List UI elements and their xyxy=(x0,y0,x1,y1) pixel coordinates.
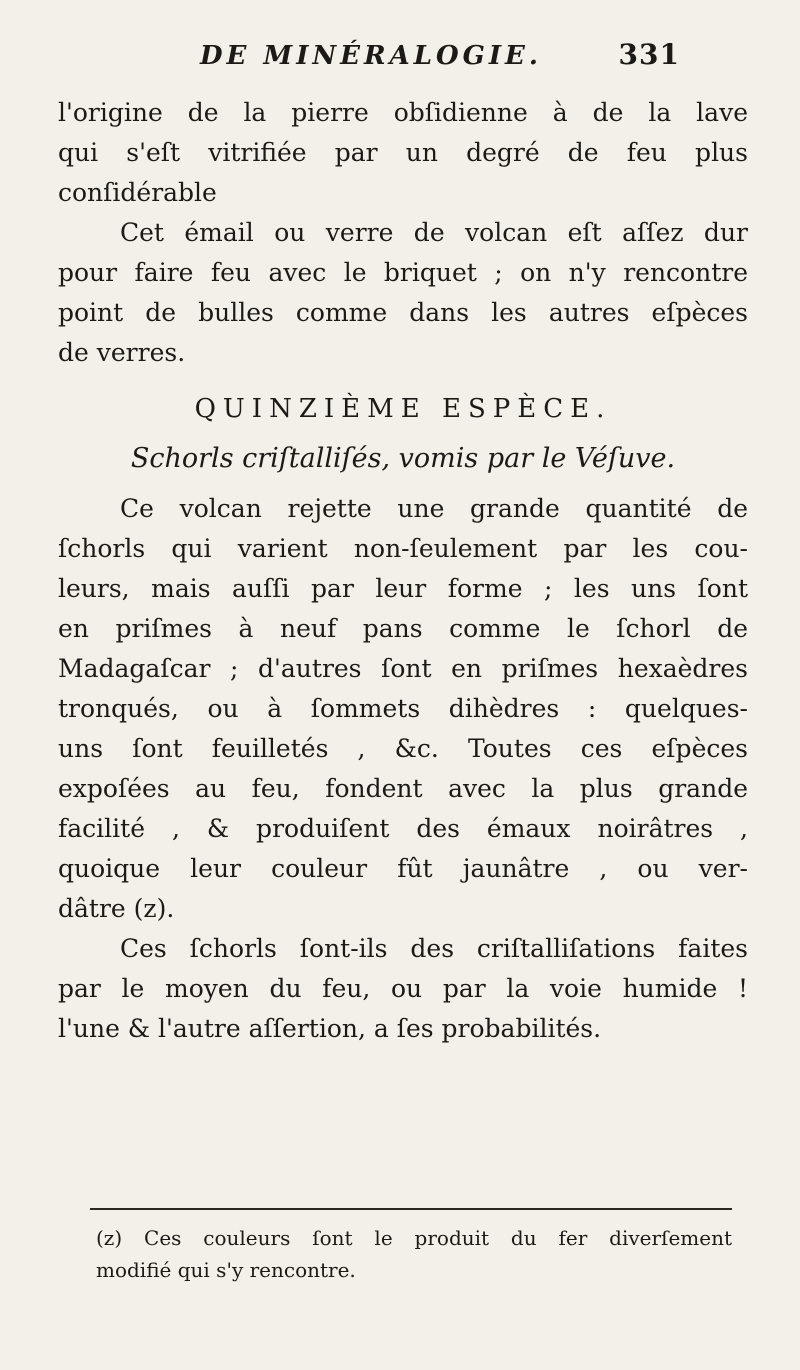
section-subheading: Schorls criſtalliſés, vomis par le Véſuve. xyxy=(130,443,676,474)
text-line: Ce volcan rejette une grande quantité de xyxy=(120,494,748,523)
footnote-line: modifié qui s'y rencontre. xyxy=(96,1258,356,1282)
text-line: Cet émail ou verre de volcan eſt aſſez dur xyxy=(120,218,748,247)
running-head xyxy=(200,38,680,71)
text-line: en priſmes à neuf pans comme le ſchorl de xyxy=(58,614,748,643)
text-line: leurs, mais auſſi par leur forme ; les uns ſont xyxy=(58,574,748,603)
text-line: ſchorls qui varient non-ſeulement par les cou- xyxy=(58,534,748,563)
footnote-rule xyxy=(90,1208,732,1210)
text-line: de verres. xyxy=(58,338,186,367)
text-line: pour faire feu avec le briquet ; on n'y rencontre xyxy=(58,258,748,287)
text-line: qui s'eſt vitrifiée par un degré de feu plus xyxy=(58,138,748,167)
text-line: facilité , & produiſent des émaux noirâtres , xyxy=(58,814,748,843)
text-line: conſidérable xyxy=(58,178,217,207)
main-text xyxy=(58,93,748,1049)
text-line: Ces ſchorls ſont-ils des criſtalliſations faites xyxy=(120,934,748,963)
section-heading: QUINZIÈME ESPÈCE. xyxy=(194,394,612,424)
text-line: tronqués, ou à ſommets dihèdres : quelques- xyxy=(58,694,748,723)
text-line: l'une & l'autre aſſertion, a ſes probabilités. xyxy=(58,1014,602,1043)
text-line: dâtre (z). xyxy=(58,894,175,923)
page-number: 331 xyxy=(618,38,680,71)
text-line: quoique leur couleur fût jaunâtre , ou ver- xyxy=(58,854,748,883)
footnote-line: (z) Ces couleurs ſont le produit du fer diverſement xyxy=(96,1226,732,1250)
running-head-title: DE MINÉRALOGIE. xyxy=(200,41,542,71)
footnote xyxy=(96,1222,732,1286)
text-line: point de bulles comme dans les autres eſpèces xyxy=(58,298,748,327)
text-line: par le moyen du feu, ou par la voie humide ! xyxy=(58,974,748,1003)
text-line: l'origine de la pierre obſidienne à de la lave xyxy=(58,98,748,127)
text-line: Madagaſcar ; d'autres ſont en priſmes hexaèdres xyxy=(58,654,748,683)
text-line: expoſées au feu, fondent avec la plus grande xyxy=(58,774,748,803)
text-line: uns ſont feuilletés , &c. Toutes ces eſpèces xyxy=(58,734,748,763)
